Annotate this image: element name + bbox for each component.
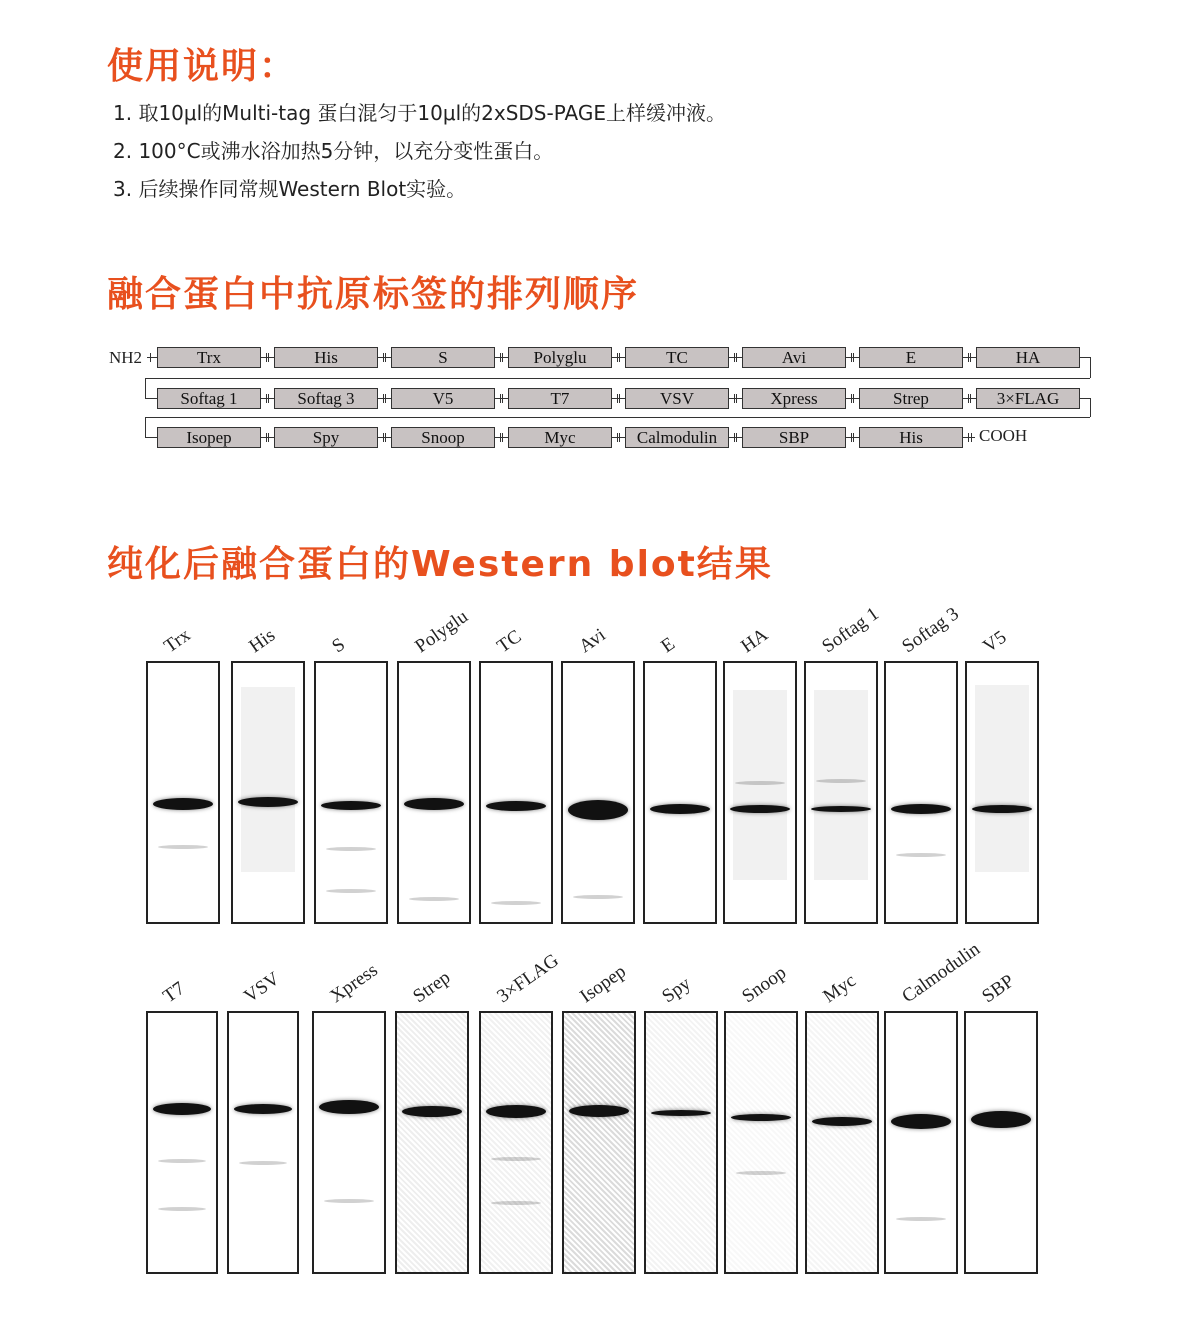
lane-label: Softag 3 [898, 603, 963, 658]
lane-label: Avi [575, 624, 610, 658]
tag-box: VSV [625, 388, 729, 409]
connector-tick [385, 394, 386, 403]
connector-tick [385, 433, 386, 442]
tag-box: HA [976, 347, 1080, 368]
protein-band [568, 800, 628, 820]
connector-tick [500, 353, 501, 362]
tag-box: Calmodulin [625, 427, 729, 448]
protein-band [238, 797, 298, 807]
tag-box: Softag 1 [157, 388, 261, 409]
lane-label: Trx [160, 624, 195, 658]
protein-band [730, 805, 790, 813]
usage-step-1: 1. 取10μl的Multi-tag 蛋白混匀于10μl的2xSDS-PAGE上样缓冲液。 [113, 101, 726, 125]
connector-tick [617, 433, 618, 442]
connector-tick [968, 353, 969, 362]
connector-tick [971, 433, 972, 442]
blot-panel [146, 1011, 218, 1274]
tag-box: Polyglu [508, 347, 612, 368]
protein-band [811, 806, 871, 812]
connector-tick [268, 353, 269, 362]
lane-label: V5 [979, 626, 1011, 658]
blot-panel [397, 661, 471, 924]
protein-band [891, 804, 951, 814]
blot-panel [644, 1011, 718, 1274]
tag-box: T7 [508, 388, 612, 409]
protein-band [486, 801, 546, 811]
lane-label: His [245, 624, 280, 658]
tag-box: His [859, 427, 963, 448]
connector-tick [968, 433, 969, 442]
lane-label: SBP [978, 970, 1019, 1008]
tag-order-diagram [0, 340, 1200, 460]
tag-box: His [274, 347, 378, 368]
protein-band [404, 798, 464, 810]
connector-line [145, 437, 157, 438]
connector-tick [853, 353, 854, 362]
connector-tick [385, 353, 386, 362]
lane-label: S [328, 633, 350, 658]
connector-tick [734, 353, 735, 362]
protein-band [731, 1114, 791, 1121]
tag-box: Myc [508, 427, 612, 448]
connector-line [145, 378, 146, 398]
protein-band [486, 1105, 546, 1118]
connector-tick [268, 433, 269, 442]
blot-panel [561, 661, 635, 924]
connector-tick [383, 353, 384, 362]
lane-label: Spy [658, 973, 695, 1008]
connector-tick [853, 433, 854, 442]
blot-panel [479, 1011, 553, 1274]
faint-band [158, 845, 208, 849]
protein-band [321, 801, 381, 810]
connector-tick [853, 394, 854, 403]
blot-haze [814, 690, 868, 880]
connector-tick [502, 433, 503, 442]
protein-band [319, 1100, 379, 1114]
lane-label: Softag 1 [818, 603, 883, 658]
faint-band [491, 1157, 541, 1161]
faint-band [491, 1201, 541, 1205]
lane-label: Calmodulin [898, 938, 984, 1008]
connector-line [145, 417, 146, 437]
blot-panel [643, 661, 717, 924]
faint-band [736, 1171, 786, 1175]
connector-tick [970, 353, 971, 362]
blot-panel [805, 1011, 879, 1274]
n-terminus-label: NH2 [109, 348, 143, 367]
connector-tick [736, 353, 737, 362]
connector-line [145, 417, 1090, 418]
faint-band [239, 1161, 287, 1165]
connector-tick [500, 394, 501, 403]
tag-box: Avi [742, 347, 846, 368]
tag-box: Xpress [742, 388, 846, 409]
connector-tick [968, 394, 969, 403]
lane-label: Polyglu [411, 606, 472, 658]
blot-panel [227, 1011, 299, 1274]
blot-panel [884, 1011, 958, 1274]
faint-band [491, 901, 541, 905]
protein-band [153, 1103, 211, 1115]
connector-tick [734, 433, 735, 442]
blot-panel [884, 661, 958, 924]
protein-band [234, 1104, 292, 1114]
blot-panel [964, 1011, 1038, 1274]
connector-tick [619, 433, 620, 442]
connector-tick [851, 394, 852, 403]
connector-tick [502, 353, 503, 362]
faint-band [326, 889, 376, 893]
faint-band [158, 1159, 206, 1163]
protein-band [972, 805, 1032, 813]
connector-tick [266, 353, 267, 362]
western-blot-figure [0, 600, 1200, 1300]
connector-line [1080, 398, 1090, 399]
faint-band [324, 1199, 374, 1203]
connector-tick [502, 394, 503, 403]
blot-panel [395, 1011, 469, 1274]
western-blot-title: 纯化后融合蛋白的Western blot结果 [107, 544, 773, 585]
connector-tick [619, 353, 620, 362]
tag-box: Trx [157, 347, 261, 368]
faint-band [409, 897, 459, 901]
blot-panel [965, 661, 1039, 924]
blot-panel [724, 1011, 798, 1274]
connector-tick [851, 353, 852, 362]
tag-box: V5 [391, 388, 495, 409]
connector-tick [617, 353, 618, 362]
connector-tick [266, 394, 267, 403]
tag-order-title: 融合蛋白中抗原标签的排列顺序 [107, 274, 640, 315]
blot-panel [146, 661, 220, 924]
usage-step-2: 2. 100°C或沸水浴加热5分钟，以充分变性蛋白。 [113, 139, 554, 163]
blot-panel [231, 661, 305, 924]
tag-box: E [859, 347, 963, 368]
protein-band [650, 804, 710, 814]
lane-label: 3×FLAG [493, 949, 563, 1008]
connector-tick [268, 394, 269, 403]
tag-box: TC [625, 347, 729, 368]
protein-band [569, 1105, 629, 1117]
usage-title: 使用说明： [107, 46, 298, 87]
lane-label: Xpress [326, 959, 382, 1008]
lane-label: Strep [409, 966, 455, 1008]
protein-band [812, 1117, 872, 1126]
blot-panel [479, 661, 553, 924]
c-terminus-label: COOH [979, 426, 1028, 445]
lane-label: Snoop [738, 962, 791, 1008]
tag-box: Strep [859, 388, 963, 409]
tag-box: Snoop [391, 427, 495, 448]
connector-tick [851, 433, 852, 442]
connector-line [963, 437, 975, 438]
connector-tick [736, 433, 737, 442]
blot-panel [723, 661, 797, 924]
connector-tick [734, 394, 735, 403]
connector-tick [266, 433, 267, 442]
faint-band [158, 1207, 206, 1211]
blot-panel [804, 661, 878, 924]
lane-label: Isopep [576, 960, 630, 1008]
tag-box: Softag 3 [274, 388, 378, 409]
protein-band [651, 1110, 711, 1116]
faint-band [326, 847, 376, 851]
connector-line [1090, 398, 1091, 417]
connector-tick [736, 394, 737, 403]
tag-box: SBP [742, 427, 846, 448]
lane-label: VSV [240, 968, 284, 1008]
lane-label: TC [493, 626, 526, 658]
blot-haze [975, 685, 1029, 872]
connector-line [1080, 357, 1090, 358]
tag-box: Spy [274, 427, 378, 448]
connector-line [1090, 357, 1091, 378]
blot-haze [241, 687, 295, 872]
usage-steps [113, 94, 726, 208]
lane-label: Myc [819, 970, 860, 1008]
connector-tick [500, 433, 501, 442]
blot-panel [312, 1011, 386, 1274]
lane-label: T7 [159, 977, 189, 1008]
blot-panel [562, 1011, 636, 1274]
connector-line [145, 378, 1090, 379]
protein-band [402, 1106, 462, 1117]
connector-tick [970, 394, 971, 403]
connector-tick [383, 433, 384, 442]
faint-band [735, 781, 785, 785]
protein-band [891, 1114, 951, 1129]
tag-box: 3×FLAG [976, 388, 1080, 409]
connector-line [145, 398, 157, 399]
connector-tick [150, 353, 151, 362]
connector-tick [383, 394, 384, 403]
faint-band [896, 1217, 946, 1221]
usage-step-3: 3. 后续操作同常规Western Blot实验。 [113, 177, 467, 201]
faint-band [573, 895, 623, 899]
blot-haze [733, 690, 787, 880]
blot-panel [314, 661, 388, 924]
connector-line [147, 357, 157, 358]
lane-label: E [657, 633, 679, 658]
lane-label: HA [737, 624, 772, 658]
connector-tick [619, 394, 620, 403]
protein-band [971, 1111, 1031, 1128]
faint-band [816, 779, 866, 783]
tag-box: S [391, 347, 495, 368]
tag-box: Isopep [157, 427, 261, 448]
faint-band [896, 853, 946, 857]
connector-tick [617, 394, 618, 403]
protein-band [153, 798, 213, 810]
